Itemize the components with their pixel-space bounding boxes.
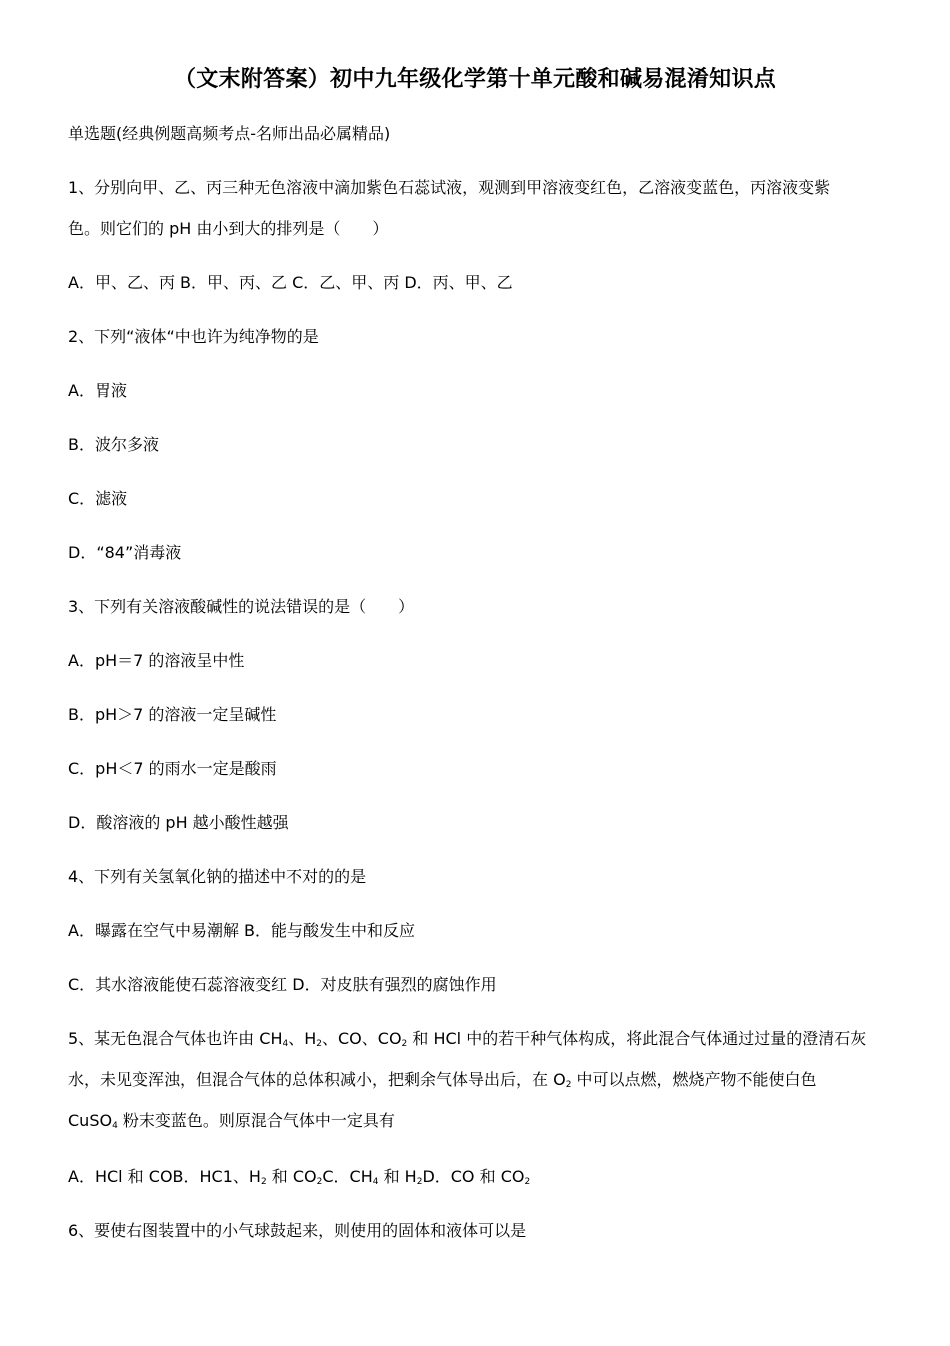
question-6-stem: 6、要使右图装置中的小气球鼓起来，则使用的固体和液体可以是 [68,1221,527,1240]
question-2-stem: 2、下列“液体“中也许为纯净物的是 [68,327,319,346]
document-title: （文末附答案）初中九年级化学第十单元酸和碱易混淆知识点 [173,67,777,92]
question-2-option-b: B．波尔多液 [68,435,159,454]
question-2-option-c: C．滤液 [68,489,128,508]
question-3-stem: 3、下列有关溶液酸碱性的说法错误的是（ ） [68,597,415,616]
question-5-line-2: 水，未见变浑浊，但混合气体的总体积减小，把剩余气体导出后，在 $O_2$ 中可以点燃，燃烧产物不能使白色 [68,1070,817,1090]
question-4-stem: 4、下列有关氢氧化钠的描述中不对的的是 [68,867,367,886]
question-3-option-a: A．pH＝7 的溶液呈中性 [68,651,245,670]
question-5-line-1: 5、某无色混合气体也许由 $CH_4$、$H_2$、CO、$CO_2$ 和 HCl 中的若干种气体构成，将此混合气体通过过量的澄清石灰 [68,1029,867,1049]
section-heading: 单选题(经典例题高频考点-名师出品必属精品) [68,124,391,143]
question-4-options-ab: A．曝露在空气中易潮解 B．能与酸发生中和反应 [68,921,416,940]
question-1-line-1: 1、分别向甲、乙、丙三种无色溶液中滴加紫色石蕊试液，观测到甲溶液变红色，乙溶液变蓝色，丙溶液变紫 [68,178,831,197]
question-3-option-d: D．酸溶液的 pH 越小酸性越强 [68,813,289,832]
question-3-option-b: B．pH＞7 的溶液一定呈碱性 [68,705,277,724]
question-5-options: A．HCl 和 COB．HC1、$H_2$ 和 $CO_2C$．$CH_4$ 和 $H_2D$．CO 和 $CO_2$ [68,1167,531,1187]
question-3-option-c: C．pH＜7 的雨水一定是酸雨 [68,759,277,778]
question-2-option-a: A．胃液 [68,381,127,400]
question-1-line-2: 色。则它们的 pH 由小到大的排列是（ ） [68,219,389,238]
question-5-line-3: CuSO$_4$ 粉末变蓝色。则原混合气体中一定具有 [68,1111,395,1131]
question-1-options: A．甲、乙、丙 B．甲、丙、乙 C．乙、甲、丙 D．丙、甲、乙 [68,273,513,292]
question-4-options-cd: C．其水溶液能使石蕊溶液变红 D．对皮肤有强烈的腐蚀作用 [68,975,497,994]
question-2-option-d: D．“84”消毒液 [68,543,182,562]
